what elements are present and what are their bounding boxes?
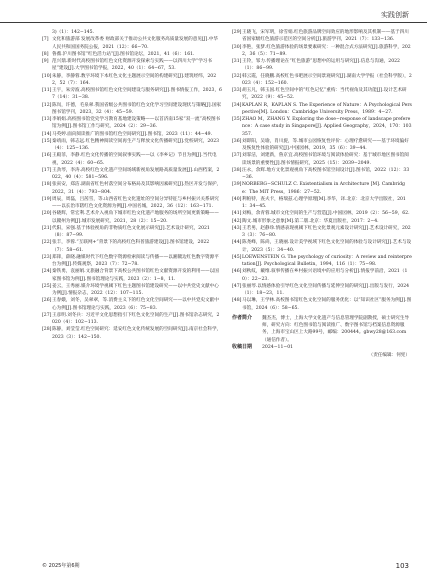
reference-item (232, 218, 412, 225)
reference-number: [47] (232, 283, 242, 289)
reference-item (42, 312, 222, 327)
reference-item (232, 102, 412, 117)
reference-item (232, 239, 412, 254)
reference-number: [48] (232, 298, 242, 304)
reference-number: [45] (232, 254, 242, 260)
reference-text: 陶文.城市形象之意象[M].第二版.北京：华夏出版社，2017：2−4. (242, 218, 379, 224)
reference-text: 李娟娟.高校图书馆党史学习教育基地建设策略——以首济南15家“双一流”高校图书馆为例[J].图书馆工作与研究，2024（2）：29−36. (52, 117, 221, 130)
reference-item (42, 87, 222, 102)
reference-item (42, 225, 222, 240)
reference-number: [22] (42, 240, 52, 246)
reference-number: [21] (42, 225, 52, 231)
reference-text: LOEWENSTEIN G. The psychology of curiosity：A review and reinterpretation[J]. Psychological Bulletin，1994，116（1）：75−98. (242, 254, 412, 267)
reference-text: 谷晓辉，常宏利.艺术介入视角下城市红色文化遗产地服务的场所空间更新策略——以赣州为例[J].城市发展研究，2021，28（2）：15−20. (52, 211, 219, 224)
reference-number: [37] (232, 153, 242, 159)
reference-item (42, 326, 222, 341)
received-date-value: 2024−11−01 (262, 344, 294, 350)
reference-number: [7] (42, 37, 49, 43)
reference-text: 王彦明.刘冬兵：习近平文化思想指引下红色文化空间的生产[J].图书馆杂志研究，2020（4）：102−113. (52, 312, 220, 325)
reference-number: [12] (42, 102, 52, 108)
reference-text: 汪永，余辉.地方文化景观视角下高校图书馆空间设计[J].图书馆，2022（12）：33−36. (242, 167, 410, 180)
reference-item (232, 87, 412, 102)
author-info-label: 作者简介 (232, 314, 253, 321)
reference-number: [15] (42, 138, 52, 144)
reference-number: [11] (42, 88, 52, 93)
reference-number: [39] (232, 182, 242, 188)
reference-number: [31] (232, 59, 242, 64)
reference-text: 王晓飞，宋军明，徐雪娟.红色旅游品牌空间效应的地形影响及其机制——基于四川省国家级红色旅游示范区的空间分析[J].旅游学刊，2021（7）：133−136. (242, 30, 409, 43)
reference-text: 3)（1）：142−145. (52, 30, 94, 35)
reference-text: 姜云，王秀丽.媒介环境学视阈下红色主题图书馆建设研究——以中共党史文献中心为例[J].情报杂志，2022（12）：107−115. (52, 283, 219, 296)
reference-item (42, 51, 222, 58)
editor-note: （责任编辑：何宪） (368, 353, 410, 358)
reference-item (42, 254, 222, 269)
reference-text: ZHAO M，ZHANG Y. Exploring the dose−response of landscape preference：A case study in Singapore[J]. Applied Geography，2024，170：103357. (242, 117, 412, 137)
reference-item (232, 29, 412, 44)
reference-item (42, 58, 222, 73)
reference-text: 周辰，周磊，吕茜雪，等.山西省红色文化遗址的空间分异特征与乡村振兴关系研究——以长治市辖红色文化资源为例[J].中国名城，2022，36（12）：163−171. (52, 196, 219, 209)
reference-text: 张丰，李蓉.“互联网+”背景下的高校红色科普旅游建设[J].图书馆建设，2022（7）：58−61. (52, 240, 210, 253)
reference-column-left (42, 29, 222, 341)
reference-number: [10] (42, 73, 52, 79)
reference-text: 郑锋，薛晓.融媒时代下红色数字资源检索阅读与传播——以湘赣边红色数字资源平台为例[J].传媒观察，2023（7）：72−78. (52, 254, 219, 267)
reference-number: [35] (232, 117, 242, 122)
reference-number: [20] (42, 211, 52, 217)
reference-item (232, 138, 412, 153)
reference-number: [43] (232, 225, 242, 231)
reference-number: [29] (232, 30, 242, 35)
reference-text: 代阳，宋强.基于体验视角的非物质红色文化展示研究[J].艺术设计研究，2021（8）：87−99. (52, 225, 210, 238)
reference-number: [46] (232, 269, 242, 275)
reference-item (42, 297, 222, 312)
reference-number: [19] (42, 196, 52, 202)
reference-text: KAPLAN R，KAPLAN S. The Experience of Nature：A Psychological Perspective[M]. London：Cambridge University Press，1989：4−27. (242, 102, 412, 115)
header-divider (0, 22, 427, 23)
reference-number: [9] (42, 59, 49, 64)
reference-number: [36] (232, 138, 242, 144)
reference-item (232, 254, 412, 269)
author-info-text: 魏杰杰，博士，上海大学文化遗产与信息管理学院副教授，硕士研究生导师，研究方向：红色图书馆与阅读推广、数字图书馆与档案信息资源服务，上海市宝山区上大路99号，邮编：200444。gbwy28@163.com（通信作者）。 (262, 315, 410, 343)
reference-item (232, 210, 412, 217)
reference-text: 刘即阳，吴瑜，肖川旋，等.城市公园恢复性评价：心理疗愈研究——基于环境偏好及恢复性体验的研究[J].中国园林，2019，35（6）：39−44. (242, 138, 409, 151)
reference-number: [44] (232, 240, 242, 246)
reference-item (232, 58, 412, 73)
reference-item (232, 283, 412, 298)
reference-item (42, 102, 222, 117)
reference-number: [23] (42, 254, 52, 260)
reference-item (42, 116, 222, 131)
reference-number: [41] (232, 211, 242, 217)
reference-text: 王殿菲，李静.红色文化传播的空间叙事实践——以《李乡记》节目为例[J].当代电视，2022（4）：60−65. (52, 153, 217, 166)
reference-number: [25] (42, 283, 52, 289)
reference-text: 刘秋纹，戴维.叙事传播在乡村振兴语境中的应用与分析[J].情报学前沿，2021（10）：22−23. (242, 269, 408, 282)
reference-item (42, 73, 222, 88)
reference-number: [38] (232, 167, 242, 173)
reference-item (232, 116, 412, 138)
reference-item (42, 268, 222, 283)
reference-text: 胡玉凡，韩玉国.红色空间中的“红色记忆”重构：当代视角及其功能[J].设计艺术研究，2022（9）：45−52. (242, 88, 407, 101)
reference-number: [34] (232, 102, 242, 108)
reference-number: [14] (42, 131, 52, 137)
reference-item (232, 44, 412, 59)
reference-number: [8] (42, 51, 49, 57)
reference-text: 刘霏洁，刘建新，鲁京宜.高校图书馆环境与阅读体验研究：基于城市地区图书馆阅读场景的重要性[J].图书情报研究，2025（15）：2039−2049. (242, 153, 409, 166)
reference-text: 陈岚，许德，毛泉翠.我国省级公共图书馆红色文化学习空间建设现状与策略[J].国家图书馆学刊，2023，32（4）：45−59. (52, 102, 222, 115)
reference-item (232, 268, 412, 283)
reference-text: 陈尧峰，陈尚，王晓丽.设计美学视域下红色文化空间的体验与设计研究[J].艺术与设计，2023（5）：34−40. (242, 240, 412, 253)
reference-text: 王宇，朱旁波.高校图书馆红色文化空间建设与服务研究[J].图书情报工作，2023，67（14）：31−38. (52, 88, 222, 101)
reference-list-right (232, 29, 412, 312)
received-date-label: 收稿日期 (232, 343, 253, 350)
reference-number: [33] (232, 88, 242, 93)
reference-text: 马英婷.面向阅读推广的图书馆红色空间研究[J].图书馆，2023（11）：44−49. (52, 131, 213, 137)
reference-number: [16] (42, 153, 52, 159)
author-info-block (232, 315, 412, 360)
reference-item (232, 167, 412, 182)
reference-item (42, 181, 222, 196)
footer-copyright: © 2025年第6期 (42, 563, 80, 569)
reference-text: 韩云霞，任晓鹏.高校红色书吧展示空间景观研究[J].湖南大学学报（社会科学版），2023（4）：152−160. (242, 73, 412, 86)
reference-number: [32] (232, 73, 242, 79)
reference-text: 秦靖雨，韩志远.红色精神阅读空间再生产与释放文化传播研究[J].党校研究，2023（4）：125−136. (52, 138, 220, 151)
reference-item (42, 283, 222, 298)
reference-item (42, 29, 222, 36)
reference-text: NORBERG−SCHULZ C. Existentialism in Architecture [M]. Cambridge：The MIT Press，1986：27−52. (242, 182, 405, 195)
reference-text: 秦铁勇，袁丽娟.文旅融合背景下高校公共图书馆红色文献资源开发的利用——以国家图书馆为例[J].图书馆理论与实践，2023（2）：1−8，11. (52, 269, 219, 282)
reference-number: [17] (42, 167, 52, 173)
reference-text: 王若男，赵静珍.情感表现视阈下红色文化景观元素设计研究[J].艺术设计研究，2023（3）：76−80. (242, 225, 411, 238)
reference-item (232, 297, 412, 312)
reference-text: 张寅安，郑洁.湖南省红色村落空间分布格局及其影响因素研究[J].热区开发与保护，2022，31（4）：793−804. (52, 182, 222, 195)
reference-item (42, 196, 222, 211)
reference-text: 王铃，邹力.传播理论在“红色旅游”思想中的运用与研究[J].信息与沟通，2022（1）：86−99. (242, 59, 400, 72)
reference-item (42, 152, 222, 167)
reference-item (232, 73, 412, 88)
reference-text: 马以琳，王学林.高校图书馆红色文化空间的服务优化：以“知识社区”服务为例[J].图书馆，2024（6）：58−65. (242, 298, 412, 311)
reference-item (42, 131, 222, 138)
reference-number: [18] (42, 182, 52, 188)
reference-number: [13] (42, 117, 52, 122)
reference-number: [40] (232, 196, 242, 202)
reference-text: 王劲琴，李涛.高校红色文化遗产空间场域新视角发展路高质量发展[J].山西档案，2022，40（4）：581−596. (52, 167, 220, 180)
reference-text: 文化和旅游部 发展改革委 财政部关于推动公共文化服务高质量发展的意见[J].中华人民共和国国务院公报，2021（12）：66−70. (52, 37, 218, 50)
reference-text: 王春娥，刘冬，吴翠翠，等.消费主义下的红色文化空间研究——以中共党史文献中心为例[J].图书馆理论与实践，2023（6）：75−83. (52, 298, 219, 311)
reference-item (232, 196, 412, 211)
reference-item (232, 181, 412, 196)
page-number: 103 (395, 562, 409, 570)
reference-item (42, 167, 222, 182)
reference-text: 刘梅，余青蓉.城市文化空间的生产与营造[J].中国园林，2019（2）：56−59，62. (242, 211, 410, 217)
reference-text: 李艳，张梦.红色旅游体验的场景要素研究：一种混合式方法研究[J].旅游科学，2022，36（5）：71−89. (242, 44, 411, 57)
reference-item (42, 239, 222, 254)
reference-column-right (232, 29, 412, 359)
reference-text: 范兴鼎.新时代高校图书馆红色文化资源开发探索与实践——以四川大学“学习书屋”建设[J].大学图书馆学报，2022，40（1）：64−67，53. (52, 59, 212, 72)
section-label: 实践创新 (381, 11, 409, 19)
reference-item (232, 225, 412, 240)
reference-item (42, 138, 222, 153)
reference-item (42, 210, 222, 225)
reference-text: 陈静，刘莹莹.红色空间研究：延安红色文化传统发展的空间研究[J].南京社会科学，2023（3）：142−150. (52, 327, 222, 340)
reference-number: [42] (232, 218, 242, 224)
reference-text: 张丽琴.以情感体验引导红色文化空间传播与延伸空间的研究[J].出版与发行，2024（1）：18−23，11. (242, 283, 410, 296)
reference-text: 利帕特，查夫卡，格瑞兹.心理学原理[M].李华，译.北京：北京大学出版社，2011：34−45. (242, 196, 406, 209)
reference-number: [28] (42, 327, 52, 333)
reference-number: [30] (232, 44, 242, 50)
reference-item (42, 36, 222, 51)
reference-text: 鲁薇.沪川图书馆“红色活力站”[J].图书馆论坛，2021，41（6）：161. (52, 51, 195, 57)
reference-number: [26] (42, 298, 52, 304)
reference-number: [24] (42, 269, 52, 275)
reference-number: [27] (42, 312, 52, 318)
reference-item (232, 152, 412, 167)
reference-text: 朱静，李静蓉.数字环境下本红色文化主题展示空间的构建研究[J].建筑经纬，2022，52（7）：164. (52, 73, 217, 86)
